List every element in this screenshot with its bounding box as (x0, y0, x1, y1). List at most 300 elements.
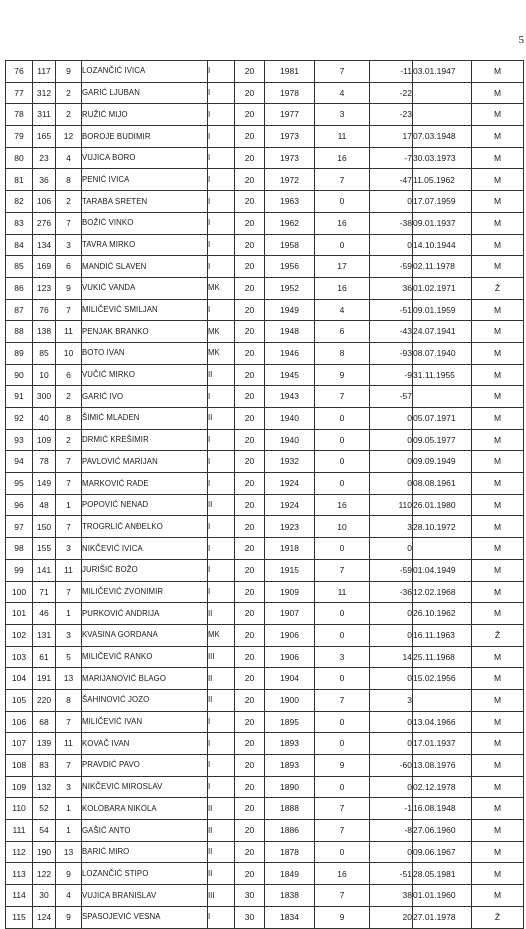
points-cell: 16 (315, 494, 370, 516)
birthdate-cell: 15.02.1956 (413, 668, 472, 690)
difference-cell: 20 (370, 906, 413, 928)
points-cell: 9 (315, 906, 370, 928)
category-cell: I (208, 473, 235, 495)
sex-cell: M (472, 820, 524, 842)
rating-cell: 1923 (265, 516, 315, 538)
table-row (6, 321, 524, 343)
difference-cell: -57 (370, 386, 413, 408)
difference-cell: -36 (370, 581, 413, 603)
sex-cell: Ž (472, 906, 524, 928)
rank-cell: 95 (6, 473, 33, 495)
rank-cell: 93 (6, 429, 33, 451)
birthdate-cell: 13.08.1976 (413, 755, 472, 777)
sex-cell: M (472, 169, 524, 191)
birthdate-cell: 28.10.1972 (413, 516, 472, 538)
birthdate-cell: 09.06.1967 (413, 841, 472, 863)
name-cell: MILIČEVIĆ ZVONIMIR (82, 581, 208, 603)
points-cell: 11 (315, 126, 370, 148)
class-cell: 20 (235, 624, 265, 646)
rank-cell: 80 (6, 147, 33, 169)
ranking-table (5, 60, 524, 929)
category-cell: III (208, 885, 235, 907)
table-row (6, 711, 524, 733)
id-cell: 169 (33, 256, 56, 278)
category-cell: I (208, 191, 235, 213)
count-cell: 9 (56, 863, 82, 885)
points-cell: 3 (315, 104, 370, 126)
class-cell: 20 (235, 820, 265, 842)
count-cell: 3 (56, 776, 82, 798)
name-cell: BARIĆ MIRO (82, 841, 208, 863)
points-cell: 8 (315, 342, 370, 364)
points-cell: 0 (315, 733, 370, 755)
category-cell: II (208, 689, 235, 711)
rank-cell: 106 (6, 711, 33, 733)
id-cell: 61 (33, 646, 56, 668)
rank-cell: 111 (6, 820, 33, 842)
category-cell: I (208, 559, 235, 581)
id-cell: 78 (33, 451, 56, 473)
id-cell: 276 (33, 212, 56, 234)
table-row (6, 212, 524, 234)
table-row (6, 863, 524, 885)
category-cell: MK (208, 321, 235, 343)
points-cell: 0 (315, 451, 370, 473)
difference-cell: 0 (370, 234, 413, 256)
rank-cell: 85 (6, 256, 33, 278)
id-cell: 138 (33, 321, 56, 343)
count-cell: 3 (56, 538, 82, 560)
class-cell: 20 (235, 386, 265, 408)
points-cell: 0 (315, 776, 370, 798)
points-cell: 7 (315, 61, 370, 83)
points-cell: 0 (315, 841, 370, 863)
birthdate-cell: 09.01.1937 (413, 212, 472, 234)
rating-cell: 1940 (265, 429, 315, 451)
rank-cell: 91 (6, 386, 33, 408)
birthdate-cell: 24.07.1941 (413, 321, 472, 343)
name-cell: RUŽIĆ MIJO (82, 104, 208, 126)
count-cell: 3 (56, 624, 82, 646)
difference-cell: -51 (370, 299, 413, 321)
difference-cell: 36 (370, 277, 413, 299)
id-cell: 76 (33, 299, 56, 321)
birthdate-cell: 07.03.1948 (413, 126, 472, 148)
sex-cell: M (472, 342, 524, 364)
class-cell: 20 (235, 234, 265, 256)
count-cell: 7 (56, 516, 82, 538)
class-cell: 20 (235, 126, 265, 148)
sex-cell: M (472, 885, 524, 907)
count-cell: 2 (56, 191, 82, 213)
sex-cell: M (472, 776, 524, 798)
id-cell: 122 (33, 863, 56, 885)
birthdate-cell: 09.01.1959 (413, 299, 472, 321)
birthdate-cell: 01.02.1971 (413, 277, 472, 299)
count-cell: 6 (56, 256, 82, 278)
table-row (6, 624, 524, 646)
name-cell: BOŽIĆ VINKO (82, 212, 208, 234)
table-row (6, 689, 524, 711)
sex-cell: M (472, 364, 524, 386)
rank-cell: 90 (6, 364, 33, 386)
id-cell: 191 (33, 668, 56, 690)
count-cell: 4 (56, 885, 82, 907)
rank-cell: 103 (6, 646, 33, 668)
count-cell: 7 (56, 212, 82, 234)
category-cell: I (208, 234, 235, 256)
points-cell: 6 (315, 321, 370, 343)
category-cell: I (208, 256, 235, 278)
difference-cell: 0 (370, 429, 413, 451)
birthdate-cell (413, 82, 472, 104)
birthdate-cell: 26.01.1980 (413, 494, 472, 516)
category-cell: I (208, 711, 235, 733)
sex-cell: M (472, 733, 524, 755)
rating-cell: 1958 (265, 234, 315, 256)
birthdate-cell: 13.04.1966 (413, 711, 472, 733)
difference-cell: -9 (370, 364, 413, 386)
points-cell: 9 (315, 364, 370, 386)
id-cell: 30 (33, 885, 56, 907)
count-cell: 9 (56, 61, 82, 83)
category-cell: I (208, 538, 235, 560)
sex-cell: Ž (472, 624, 524, 646)
birthdate-cell: 01.04.1949 (413, 559, 472, 581)
name-cell: DRMIĆ KREŠIMIR (82, 429, 208, 451)
rank-cell: 109 (6, 776, 33, 798)
rank-cell: 112 (6, 841, 33, 863)
birthdate-cell: 14.10.1944 (413, 234, 472, 256)
class-cell: 20 (235, 841, 265, 863)
id-cell: 220 (33, 689, 56, 711)
table-row (6, 668, 524, 690)
page-number: 5 (518, 34, 524, 46)
id-cell: 165 (33, 126, 56, 148)
sex-cell: M (472, 451, 524, 473)
difference-cell: 3 (370, 516, 413, 538)
birthdate-cell: 31.11.1955 (413, 364, 472, 386)
points-cell: 0 (315, 624, 370, 646)
sex-cell: M (472, 321, 524, 343)
class-cell: 20 (235, 473, 265, 495)
rating-cell: 1878 (265, 841, 315, 863)
difference-cell: -59 (370, 256, 413, 278)
birthdate-cell (413, 689, 472, 711)
category-cell: II (208, 364, 235, 386)
id-cell: 85 (33, 342, 56, 364)
rating-cell: 1893 (265, 755, 315, 777)
table-row (6, 61, 524, 83)
difference-cell: 0 (370, 603, 413, 625)
difference-cell: -93 (370, 342, 413, 364)
category-cell: I (208, 169, 235, 191)
birthdate-cell: 08.08.1961 (413, 473, 472, 495)
name-cell: SPASOJEVIĆ VESNA (82, 906, 208, 928)
difference-cell: 0 (370, 473, 413, 495)
category-cell: I (208, 733, 235, 755)
class-cell: 20 (235, 581, 265, 603)
count-cell: 1 (56, 494, 82, 516)
rank-cell: 113 (6, 863, 33, 885)
table-row (6, 386, 524, 408)
count-cell: 6 (56, 364, 82, 386)
name-cell: KOVAČ IVAN (82, 733, 208, 755)
category-cell: I (208, 516, 235, 538)
rank-cell: 97 (6, 516, 33, 538)
sex-cell: M (472, 603, 524, 625)
name-cell: VUČIĆ MIRKO (82, 364, 208, 386)
sex-cell: M (472, 212, 524, 234)
count-cell: 7 (56, 711, 82, 733)
difference-cell: 38 (370, 885, 413, 907)
points-cell: 7 (315, 386, 370, 408)
table-row (6, 364, 524, 386)
class-cell: 20 (235, 256, 265, 278)
category-cell: I (208, 212, 235, 234)
points-cell: 7 (315, 169, 370, 191)
difference-cell: 110 (370, 494, 413, 516)
difference-cell: -8 (370, 820, 413, 842)
count-cell: 10 (56, 342, 82, 364)
class-cell: 20 (235, 863, 265, 885)
name-cell: GAŠIĆ ANTO (82, 820, 208, 842)
rating-cell: 1977 (265, 104, 315, 126)
rank-cell: 101 (6, 603, 33, 625)
table-row (6, 408, 524, 430)
table-row (6, 473, 524, 495)
name-cell: POPOVIĆ NENAD (82, 494, 208, 516)
sex-cell: M (472, 711, 524, 733)
id-cell: 124 (33, 906, 56, 928)
name-cell: NIKČEVIĆ MIROSLAV (82, 776, 208, 798)
rank-cell: 86 (6, 277, 33, 299)
class-cell: 20 (235, 603, 265, 625)
birthdate-cell: 01.01.1960 (413, 885, 472, 907)
points-cell: 0 (315, 473, 370, 495)
birthdate-cell: 09.05.1977 (413, 429, 472, 451)
birthdate-cell: 11.05.1962 (413, 169, 472, 191)
table-row (6, 451, 524, 473)
rating-cell: 1918 (265, 538, 315, 560)
sex-cell: M (472, 299, 524, 321)
name-cell: ŠIMIĆ MLADEN (82, 408, 208, 430)
points-cell: 7 (315, 689, 370, 711)
category-cell: I (208, 755, 235, 777)
birthdate-cell: 02.12.1978 (413, 776, 472, 798)
id-cell: 40 (33, 408, 56, 430)
points-cell: 0 (315, 538, 370, 560)
points-cell: 16 (315, 277, 370, 299)
sex-cell: M (472, 646, 524, 668)
category-cell: III (208, 646, 235, 668)
difference-cell: 0 (370, 711, 413, 733)
count-cell: 7 (56, 299, 82, 321)
id-cell: 190 (33, 841, 56, 863)
rating-cell: 1834 (265, 906, 315, 928)
points-cell: 11 (315, 581, 370, 603)
difference-cell: 14 (370, 646, 413, 668)
count-cell: 12 (56, 126, 82, 148)
class-cell: 20 (235, 408, 265, 430)
rating-cell: 1962 (265, 212, 315, 234)
rank-cell: 100 (6, 581, 33, 603)
rank-cell: 94 (6, 451, 33, 473)
name-cell: GARIĆ LJUBAN (82, 82, 208, 104)
id-cell: 123 (33, 277, 56, 299)
class-cell: 20 (235, 429, 265, 451)
rating-cell: 1907 (265, 603, 315, 625)
id-cell: 150 (33, 516, 56, 538)
sex-cell: M (472, 256, 524, 278)
difference-cell: -51 (370, 863, 413, 885)
category-cell: I (208, 299, 235, 321)
count-cell: 3 (56, 234, 82, 256)
class-cell: 20 (235, 321, 265, 343)
difference-cell: -22 (370, 82, 413, 104)
sex-cell: M (472, 191, 524, 213)
table-row (6, 798, 524, 820)
table-row (6, 126, 524, 148)
sex-cell: M (472, 559, 524, 581)
id-cell: 139 (33, 733, 56, 755)
table-body (6, 61, 524, 929)
table-row (6, 776, 524, 798)
name-cell: LOZANČIĆ STIPO (82, 863, 208, 885)
name-cell: ŠAHINOVIĆ JOZO (82, 689, 208, 711)
rating-cell: 1946 (265, 342, 315, 364)
rating-cell: 1972 (265, 169, 315, 191)
birthdate-cell (413, 386, 472, 408)
class-cell: 20 (235, 61, 265, 83)
difference-cell: -7 (370, 147, 413, 169)
difference-cell: -59 (370, 559, 413, 581)
birthdate-cell (413, 538, 472, 560)
count-cell: 9 (56, 277, 82, 299)
sex-cell: M (472, 234, 524, 256)
difference-cell: -1 (370, 798, 413, 820)
sex-cell: M (472, 104, 524, 126)
birthdate-cell: 16.11.1963 (413, 624, 472, 646)
name-cell: TARABA SRETEN (82, 191, 208, 213)
table-row (6, 755, 524, 777)
category-cell: I (208, 61, 235, 83)
id-cell: 117 (33, 61, 56, 83)
sex-cell: M (472, 82, 524, 104)
sex-cell: M (472, 538, 524, 560)
category-cell: II (208, 798, 235, 820)
sex-cell: M (472, 147, 524, 169)
table-row (6, 191, 524, 213)
rating-cell: 1948 (265, 321, 315, 343)
sex-cell: Ž (472, 277, 524, 299)
rank-cell: 77 (6, 82, 33, 104)
name-cell: MANDIĆ SLAVEN (82, 256, 208, 278)
class-cell: 20 (235, 451, 265, 473)
rating-cell: 1906 (265, 624, 315, 646)
difference-cell: 0 (370, 733, 413, 755)
rank-cell: 92 (6, 408, 33, 430)
difference-cell: -60 (370, 755, 413, 777)
rank-cell: 81 (6, 169, 33, 191)
rank-cell: 84 (6, 234, 33, 256)
id-cell: 106 (33, 191, 56, 213)
category-cell: MK (208, 277, 235, 299)
name-cell: PENIĆ IVICA (82, 169, 208, 191)
table-row (6, 646, 524, 668)
class-cell: 20 (235, 364, 265, 386)
class-cell: 20 (235, 733, 265, 755)
rating-cell: 1981 (265, 61, 315, 83)
rank-cell: 99 (6, 559, 33, 581)
rank-cell: 88 (6, 321, 33, 343)
category-cell: MK (208, 624, 235, 646)
birthdate-cell: 05.07.1971 (413, 408, 472, 430)
sex-cell: M (472, 386, 524, 408)
birthdate-cell: 17.01.1937 (413, 733, 472, 755)
class-cell: 20 (235, 516, 265, 538)
sex-cell: M (472, 798, 524, 820)
rank-cell: 108 (6, 755, 33, 777)
points-cell: 4 (315, 299, 370, 321)
rank-cell: 107 (6, 733, 33, 755)
class-cell: 20 (235, 104, 265, 126)
id-cell: 71 (33, 581, 56, 603)
points-cell: 0 (315, 603, 370, 625)
category-cell: II (208, 494, 235, 516)
count-cell: 2 (56, 104, 82, 126)
count-cell: 8 (56, 689, 82, 711)
category-cell: II (208, 863, 235, 885)
rating-cell: 1956 (265, 256, 315, 278)
category-cell: MK (208, 342, 235, 364)
category-cell: II (208, 820, 235, 842)
birthdate-cell: 25.11.1968 (413, 646, 472, 668)
sex-cell: M (472, 841, 524, 863)
id-cell: 155 (33, 538, 56, 560)
class-cell: 20 (235, 798, 265, 820)
category-cell: II (208, 841, 235, 863)
birthdate-cell: 16.08.1948 (413, 798, 472, 820)
table-row (6, 104, 524, 126)
name-cell: KVASINA GORDANA (82, 624, 208, 646)
count-cell: 1 (56, 798, 82, 820)
id-cell: 68 (33, 711, 56, 733)
table-row (6, 559, 524, 581)
category-cell: II (208, 668, 235, 690)
birthdate-cell: 09.09.1949 (413, 451, 472, 473)
class-cell: 20 (235, 711, 265, 733)
name-cell: VUJICA BRANISLAV (82, 885, 208, 907)
category-cell: II (208, 408, 235, 430)
table-row (6, 581, 524, 603)
rank-cell: 83 (6, 212, 33, 234)
table-row (6, 603, 524, 625)
table-row (6, 885, 524, 907)
count-cell: 7 (56, 581, 82, 603)
rating-cell: 1924 (265, 494, 315, 516)
count-cell: 7 (56, 451, 82, 473)
class-cell: 20 (235, 689, 265, 711)
rating-cell: 1945 (265, 364, 315, 386)
points-cell: 3 (315, 646, 370, 668)
name-cell: BOTO IVAN (82, 342, 208, 364)
name-cell: MARIJANOVIĆ BLAGO (82, 668, 208, 690)
difference-cell: 0 (370, 538, 413, 560)
name-cell: KOLOBARA NIKOLA (82, 798, 208, 820)
sex-cell: M (472, 689, 524, 711)
count-cell: 11 (56, 733, 82, 755)
